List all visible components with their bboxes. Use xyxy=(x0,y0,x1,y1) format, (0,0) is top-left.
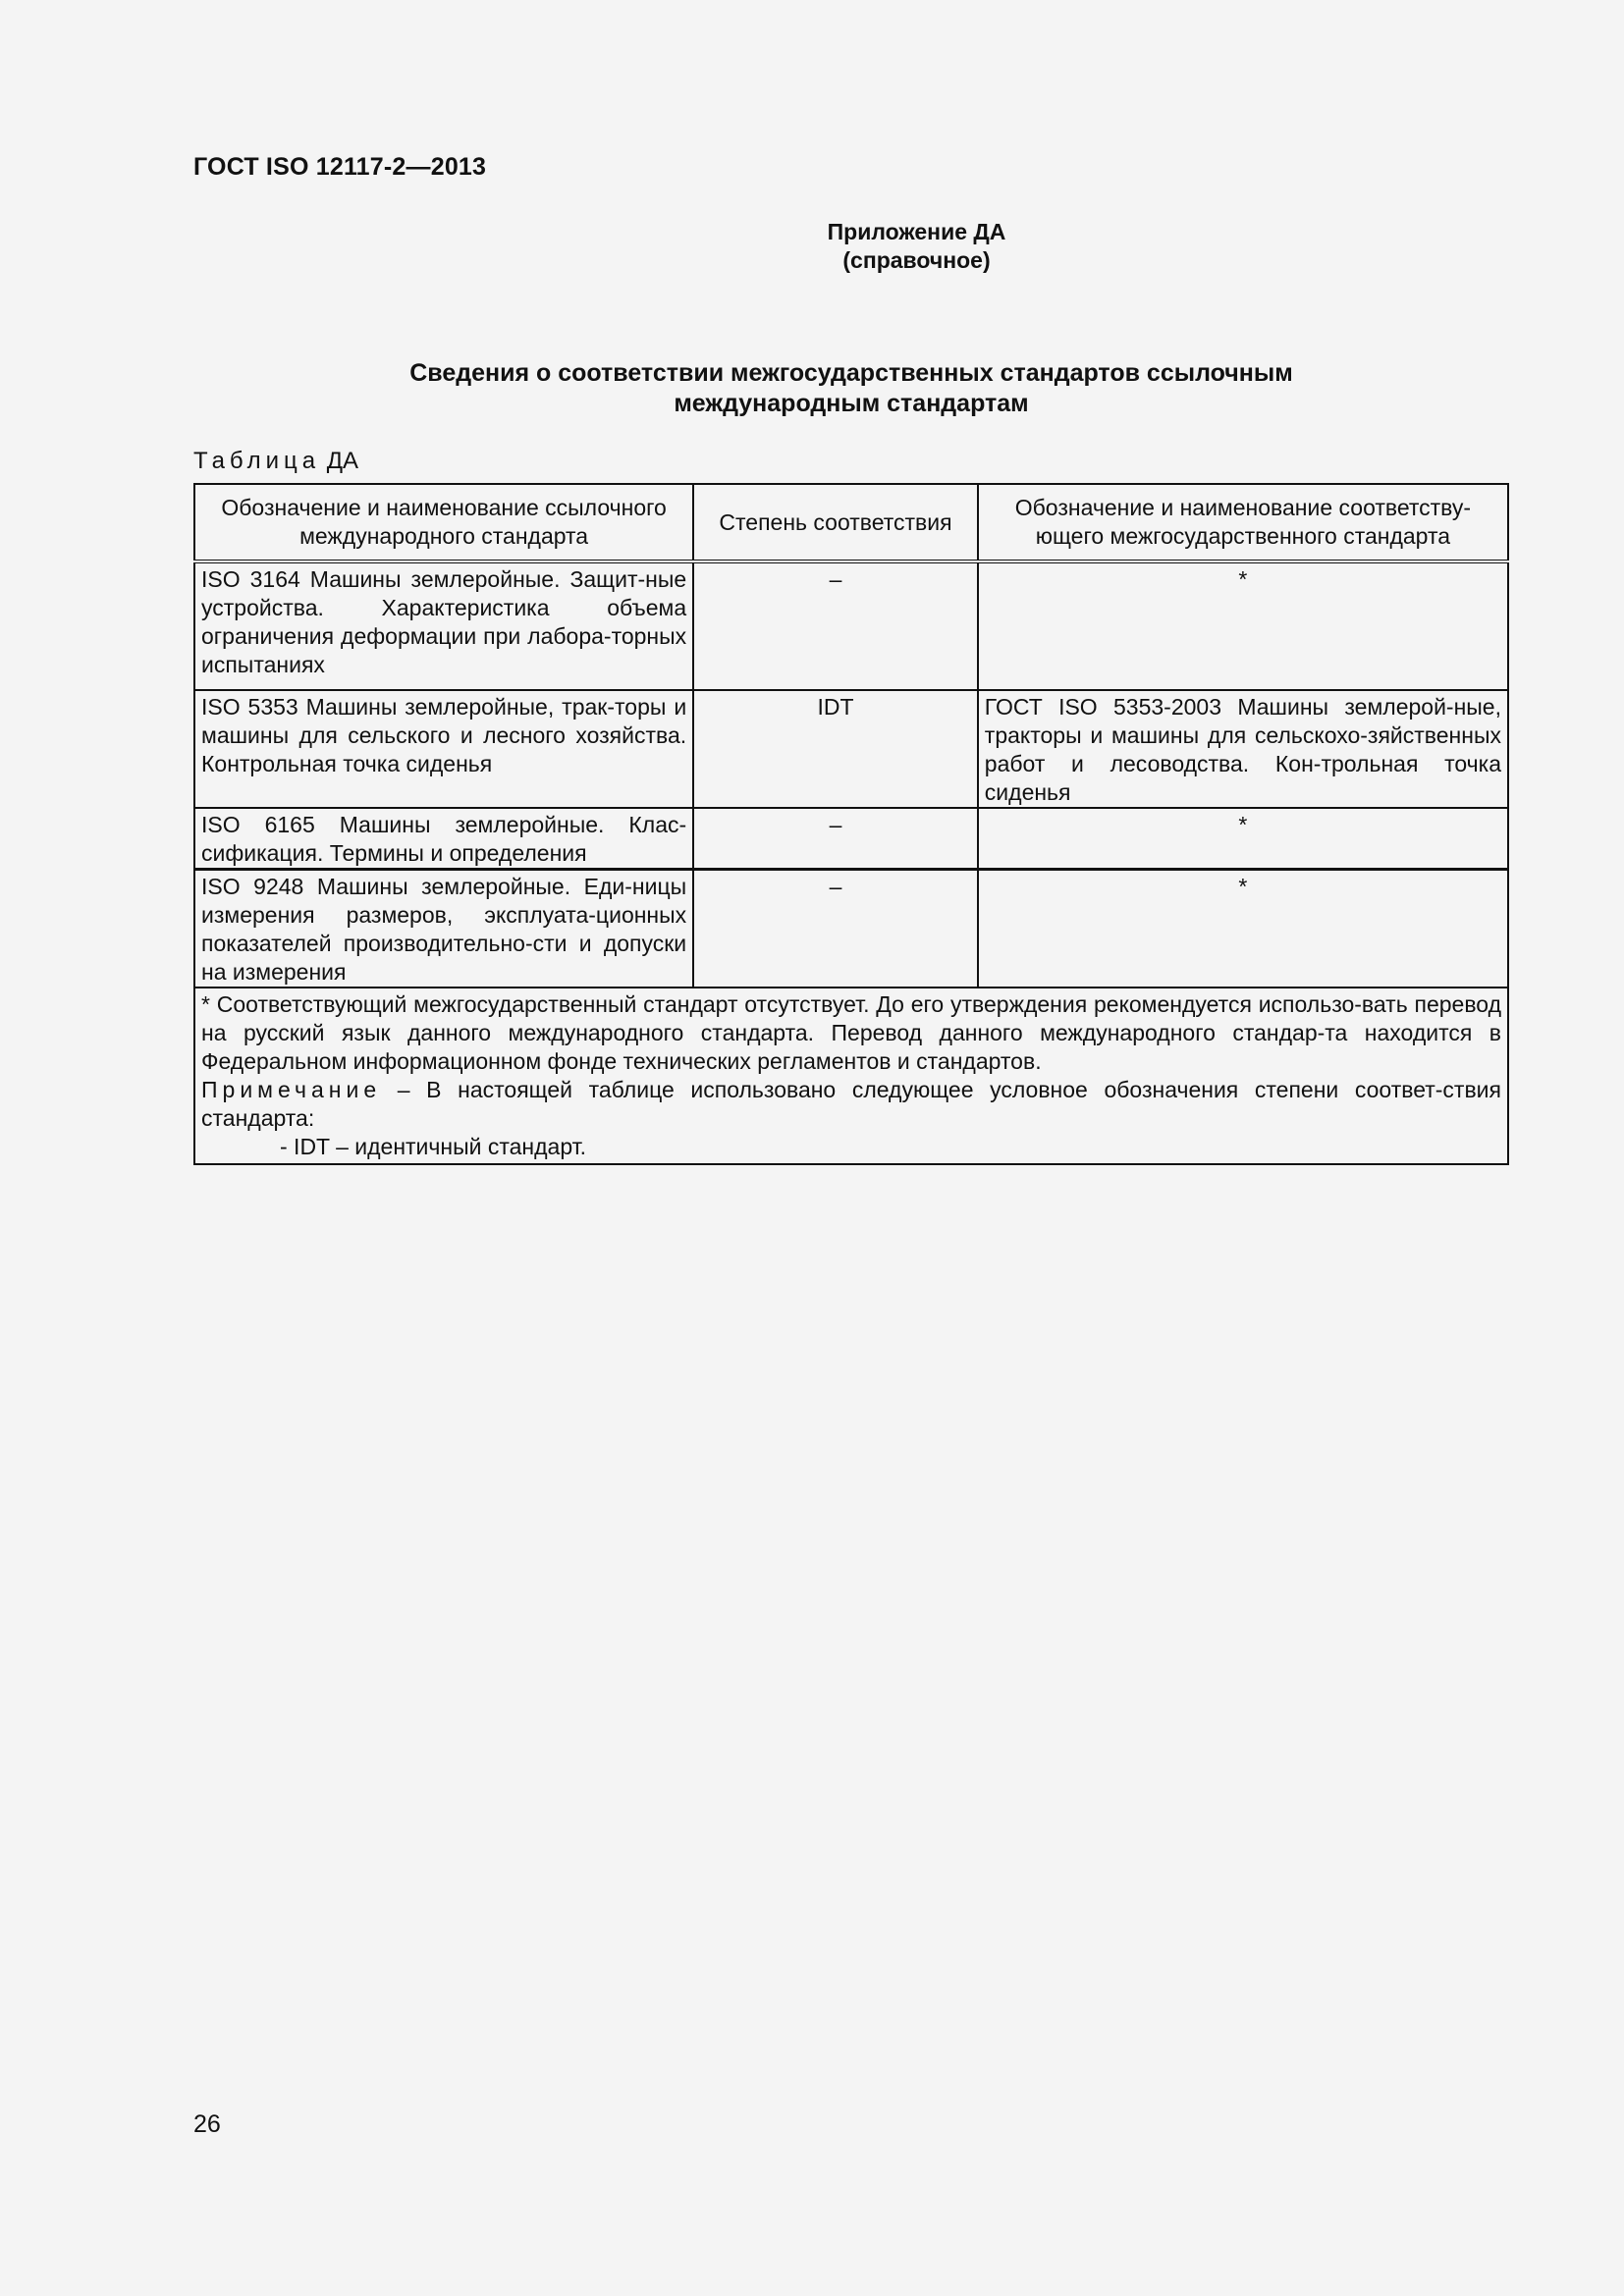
cell-degree: – xyxy=(693,808,978,870)
section-title xyxy=(193,358,1509,419)
table-row xyxy=(194,808,1508,870)
appendix-subtitle: (справочное) xyxy=(842,247,991,273)
cell-interstate-standard: * xyxy=(978,561,1508,690)
cell-degree: IDT xyxy=(693,690,978,808)
table-notes-row xyxy=(194,988,1508,1164)
table-row xyxy=(194,690,1508,808)
table-notes xyxy=(194,988,1508,1164)
table-caption-id: ДА xyxy=(326,448,359,474)
header-international-standard: Обозначение и наименование ссылочного международного стандарта xyxy=(194,484,693,561)
table-header-row xyxy=(194,484,1508,561)
note-item: - IDT – идентичный стандарт. xyxy=(280,1134,586,1159)
table-caption xyxy=(193,448,358,475)
note-word: Примечание xyxy=(201,1077,382,1102)
section-title-line-1: Сведения о соответствии межгосударственных стандартов ссылочным xyxy=(409,359,1293,387)
document-code: ГОСТ ISO 12117-2—2013 xyxy=(193,153,487,181)
cell-international-standard: ISO 5353 Машины землеройные, трак-торы и машины для сельского и лесного хозяйства. Контрольная точка сиденья xyxy=(194,690,693,808)
cell-degree: – xyxy=(693,870,978,988)
correspondence-table xyxy=(193,483,1509,1165)
appendix-title: Приложение ДА xyxy=(827,219,1006,244)
cell-interstate-standard: * xyxy=(978,870,1508,988)
table-row xyxy=(194,870,1508,988)
table-row xyxy=(194,561,1508,690)
note-text: – В настоящей таблице использовано следующее условное обозначения степени соответ-ствия стандарта: xyxy=(201,1077,1501,1131)
section-title-line-2: международным стандартам xyxy=(674,390,1029,417)
cell-international-standard: ISO 9248 Машины землеройные. Еди-ницы измерения размеров, эксплуата-ционных показателей производительно-сти и допуски на измерения xyxy=(194,870,693,988)
table-note xyxy=(201,1076,1501,1133)
cell-international-standard: ISO 6165 Машины землеройные. Клас-сификация. Термины и определения xyxy=(194,808,693,870)
cell-interstate-standard: ГОСТ ISO 5353-2003 Машины землерой-ные, тракторы и машины для сельскохо-зяйственных работ и лесоводства. Кон-трольная точка сиденья xyxy=(978,690,1508,808)
cell-international-standard: ISO 3164 Машины землеройные. Защит-ные устройства. Характеристика объема ограничения деформации при лабора-торных испытаниях xyxy=(194,561,693,690)
table-caption-word: Таблица xyxy=(193,448,321,474)
cell-interstate-standard: * xyxy=(978,808,1508,870)
header-interstate-standard: Обозначение и наименование соответству-ющего межгосударственного стандарта xyxy=(978,484,1508,561)
cell-degree: – xyxy=(693,561,978,690)
page-number: 26 xyxy=(193,2110,221,2138)
appendix-heading xyxy=(0,218,1624,275)
table-footnote: * Соответствующий межгосударственный стандарт отсутствует. До его утверждения рекомендуется использо-вать перевод на русский язык данного международного стандарта. Перевод данного международного стандар-та находится в Федеральном информационном фонде технических регламентов и стандартов. xyxy=(201,991,1501,1074)
header-degree-of-correspondence: Степень соответствия xyxy=(693,484,978,561)
